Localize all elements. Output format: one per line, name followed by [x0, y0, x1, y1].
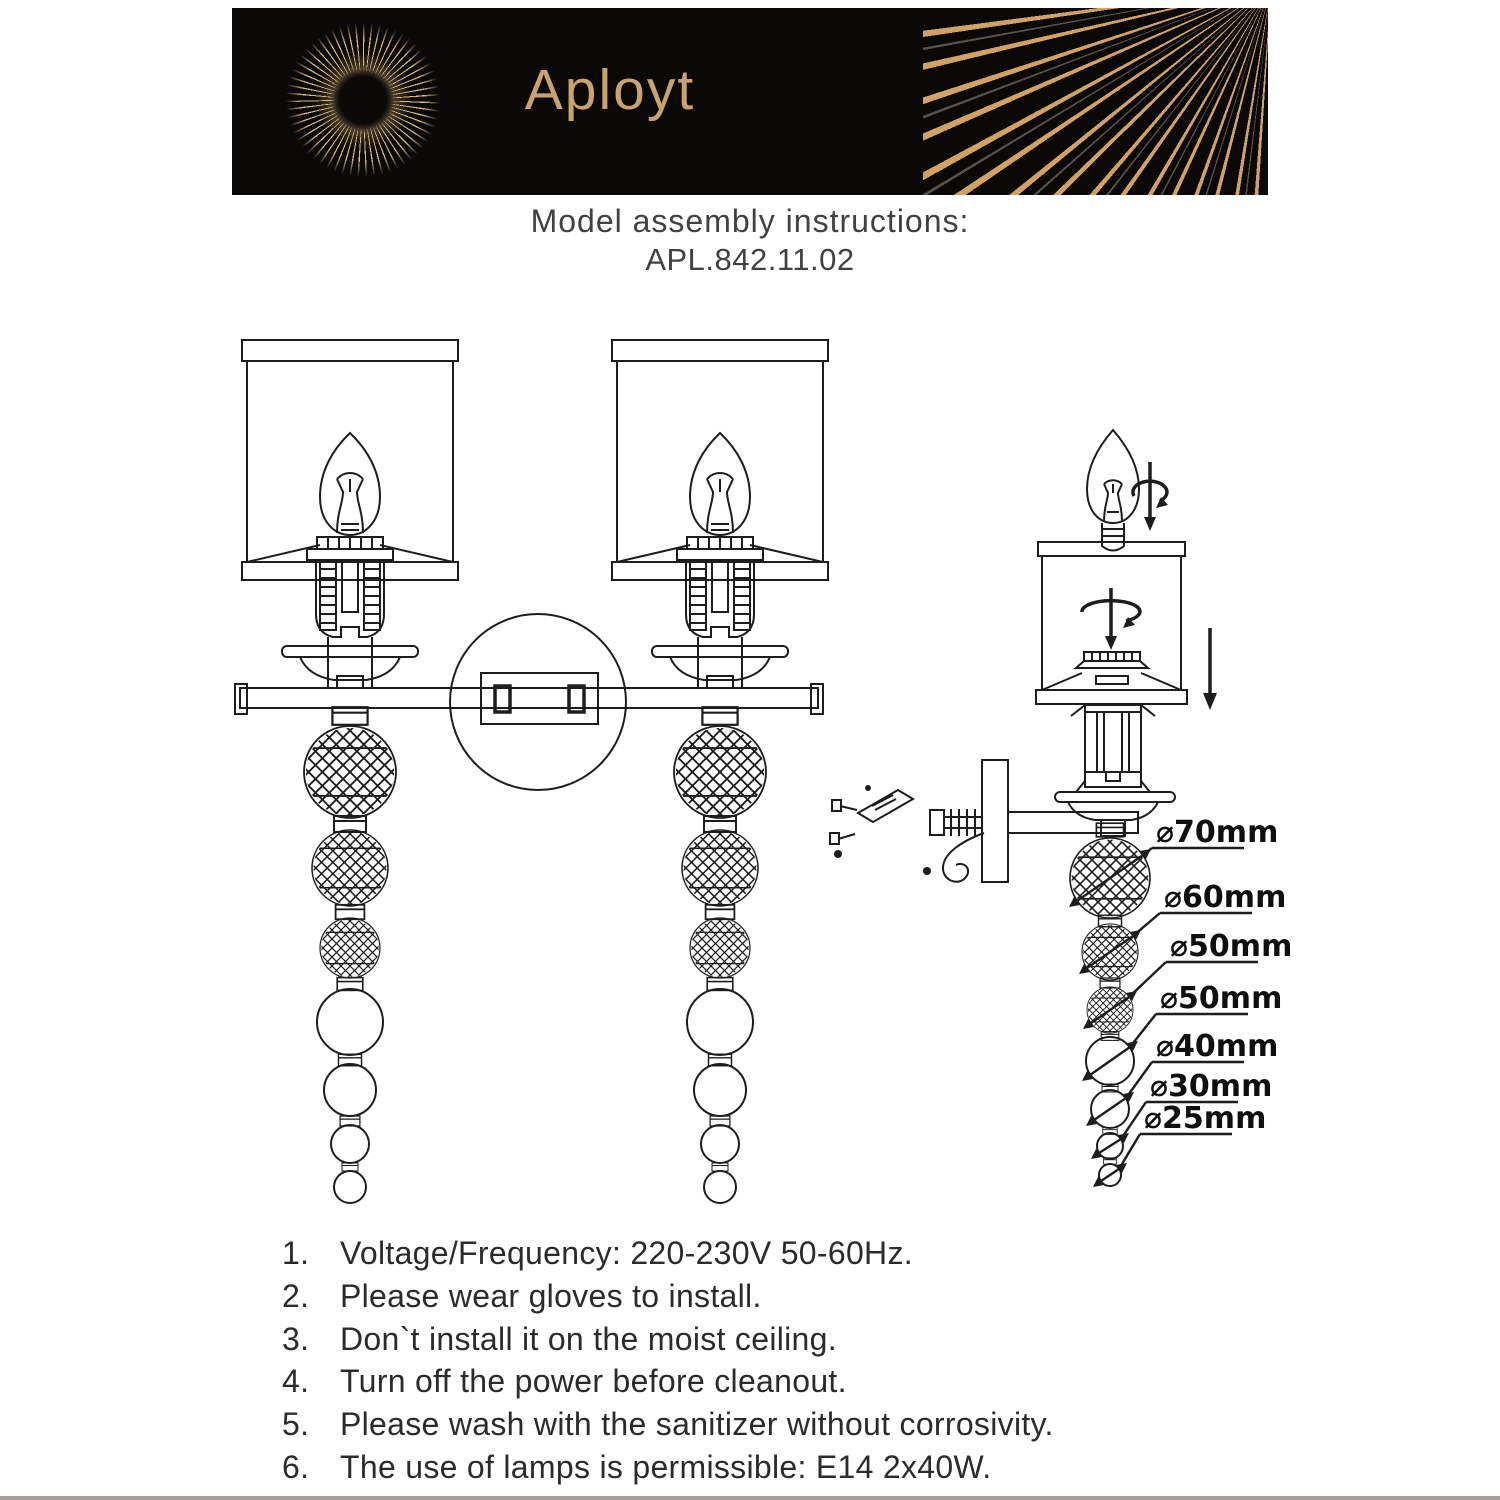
down-arrow-icon — [1203, 628, 1217, 710]
instruction-list — [282, 1232, 1382, 1489]
instruction-item — [282, 1318, 1382, 1361]
photo-edge — [0, 1496, 1500, 1500]
dimension-label: ⌀70mm — [1156, 815, 1279, 850]
starburst-logo-icon — [278, 16, 448, 184]
dimension-label: ⌀40mm — [1156, 1029, 1279, 1064]
instruction-number — [282, 1275, 309, 1318]
instruction-text: Please wear gloves to install. — [340, 1277, 762, 1314]
model-number: APL.842.11.02 — [645, 242, 855, 277]
instruction-number — [282, 1360, 309, 1403]
instruction-item — [282, 1360, 1382, 1403]
exploded-view — [830, 430, 1292, 1187]
page-title: Model assembly instructions: — [530, 203, 970, 239]
instruction-number — [282, 1403, 309, 1446]
instruction-text: Voltage/Frequency: 220-230V 50-60Hz. — [340, 1235, 913, 1271]
instruction-text: Don`t install it on the moist ceiling. — [340, 1320, 837, 1357]
brand-name: Aployt — [524, 58, 696, 122]
instruction-text: Turn off the power before cleanout. — [340, 1363, 847, 1400]
instruction-text: The use of lamps is permissible: E14 2x40W. — [340, 1448, 992, 1485]
dimension-label: ⌀30mm — [1150, 1069, 1273, 1104]
instruction-item — [282, 1403, 1382, 1446]
instruction-number — [282, 1232, 309, 1275]
brand-banner — [232, 8, 1268, 195]
front-view — [235, 340, 828, 1203]
dimension-label: ⌀50mm — [1160, 981, 1283, 1016]
instruction-number — [282, 1446, 309, 1489]
instruction-item — [282, 1232, 1382, 1275]
instruction-text: Please wash with the sanitizer without corrosivity. — [340, 1406, 1054, 1443]
dimension-label: ⌀50mm — [1170, 929, 1293, 964]
assembly-diagram — [230, 330, 1330, 1230]
instruction-number — [282, 1318, 309, 1361]
instruction-item — [282, 1275, 1382, 1318]
dimension-label: ⌀25mm — [1144, 1101, 1267, 1136]
corner-rays-icon — [923, 8, 1268, 195]
rotate-shade-icon — [1082, 588, 1140, 650]
instruction-item — [282, 1446, 1382, 1489]
dimension-label: ⌀60mm — [1164, 880, 1287, 915]
